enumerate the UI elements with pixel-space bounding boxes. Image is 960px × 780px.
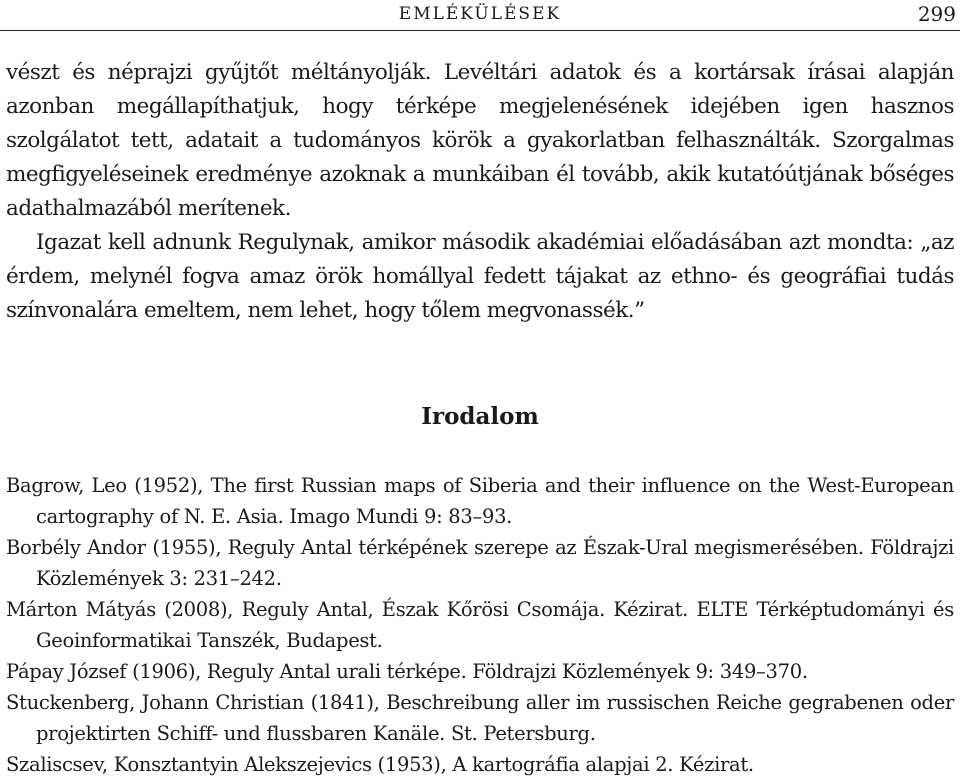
paragraph-2: Igazat kell adnunk Regulynak, amikor második akadémiai előadásában azt mondta: „az érdem, melynél fogva amaz örök homállyal fedett tájakat az ethno- és geográfiai tudás színvonalára emeltem, nem lehet, hogy tőlem megvonassék.” — [6, 230, 954, 323]
paragraph-1: vészt és néprajzi gyűjtőt méltányolják. Levéltári adatok és a kortársak írásai alapján azonban megállapíthatjuk, hogy térképe megjelenésének idejében igen hasznos szolgálatot tett, adatait a tudományos körök a gyakorlatban felhasználták. Szorgalmas megfigyeléseinek eredménye azoknak a munkáiban él tovább, akik kutatóútjának bőséges adathalmazából merítenek. — [6, 60, 954, 221]
body-text — [6, 56, 954, 328]
running-title: EMLÉKÜLÉSEK — [398, 4, 562, 24]
reference-item: Borbély Andor (1955), Reguly Antal térképének szerepe az Észak-Ural megismerésében. Földrajzi Közlemények 3: 231–242. — [6, 536, 954, 590]
reference-item: Bagrow, Leo (1952), The first Russian maps of Siberia and their influence on the West-European cartography of N. E. Asia. Imago Mundi 9: 83–93. — [6, 474, 954, 528]
reference-list — [6, 470, 954, 780]
section-heading: Irodalom — [421, 403, 539, 430]
reference-item: Szaliscsev, Konsztantyin Alekszejevics (1953), A kartográfia alapjai 2. Kézirat. — [6, 753, 754, 776]
page-number: 299 — [917, 2, 956, 26]
reference-item: Stuckenberg, Johann Christian (1841), Beschreibung aller im russischen Reiche gegrabenen oder projektirten Schiff- und flussbaren Kanäle. St. Petersburg. — [6, 691, 954, 745]
reference-item: Márton Mátyás (2008), Reguly Antal, Észak Kőrösi Csomája. Kézirat. ELTE Térképtudományi és Geoinformatikai Tanszék, Budapest. — [6, 598, 954, 652]
running-header — [0, 0, 960, 31]
reference-item: Pápay József (1906), Reguly Antal urali térképe. Földrajzi Közlemények 9: 349–370. — [6, 660, 808, 683]
